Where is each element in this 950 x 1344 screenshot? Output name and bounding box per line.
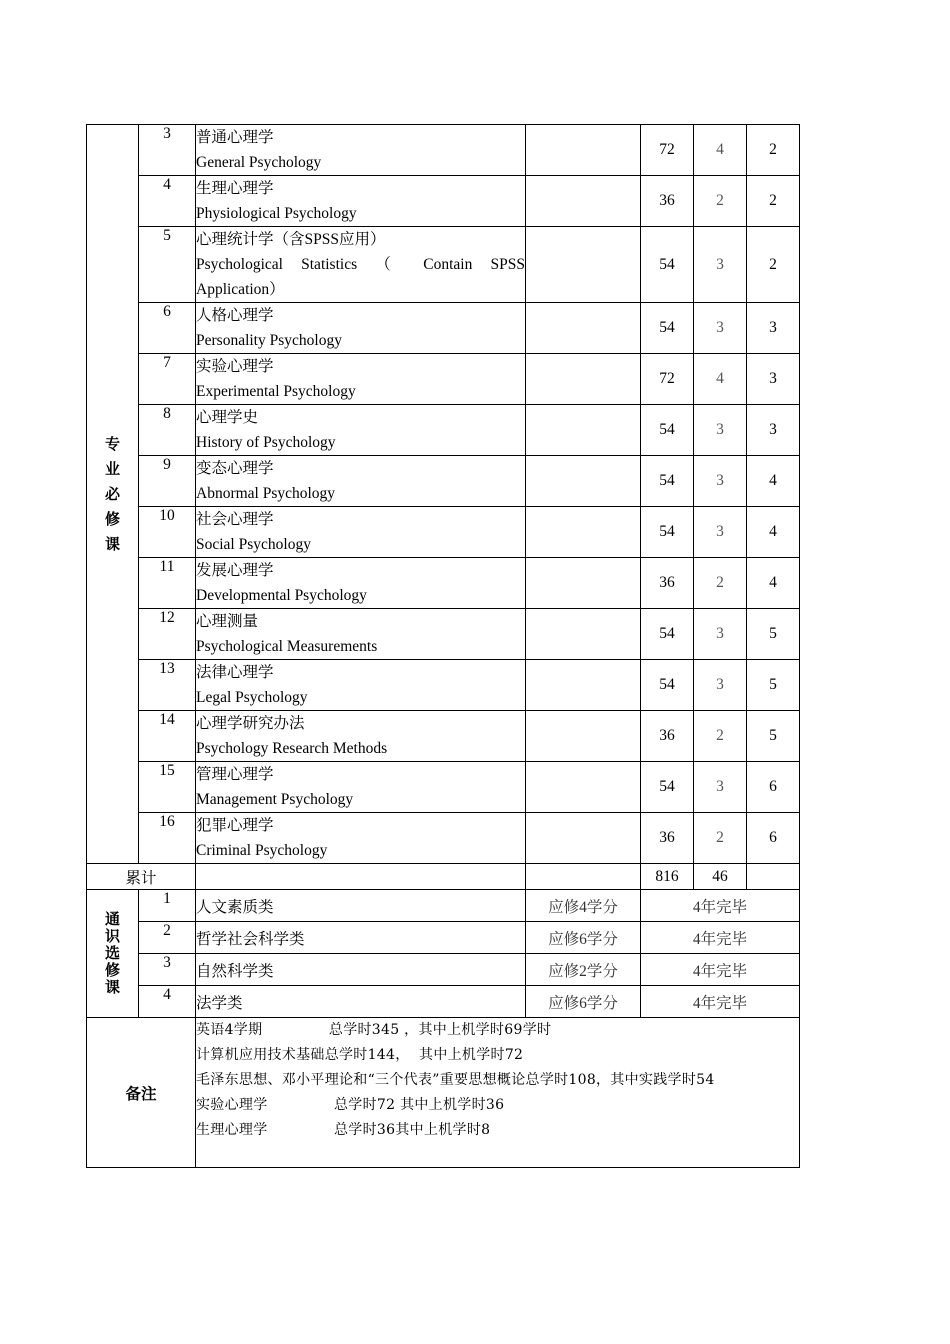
course-name-cell	[196, 227, 526, 303]
course-name-zh: 社会心理学	[196, 511, 274, 528]
course-row	[87, 125, 800, 176]
course-hours: 54	[641, 609, 694, 660]
course-name-en: Psychology Research Methods	[196, 740, 388, 757]
course-name-cell	[196, 609, 526, 660]
course-name-cell	[196, 303, 526, 354]
course-name-cell	[196, 762, 526, 813]
course-credits: 2	[694, 813, 747, 864]
course-semester: 5	[747, 609, 800, 660]
course-name-cell	[196, 176, 526, 227]
course-number: 15	[139, 762, 196, 813]
course-hours: 36	[641, 176, 694, 227]
category-char: 选	[104, 943, 120, 962]
category-char: 课	[104, 977, 120, 996]
course-name-en: Experimental Psychology	[196, 383, 356, 400]
elective-category-label	[87, 890, 139, 1018]
course-empty-cell	[526, 660, 641, 711]
course-semester: 2	[747, 176, 800, 227]
note-line: 毛泽东思想、邓小平理论和“三个代表”重要思想概论总学时108，其中实践学时54	[196, 1072, 715, 1088]
notes-content	[196, 1018, 800, 1168]
elective-requirement: 应修4学分	[526, 890, 641, 922]
course-credits: 2	[694, 711, 747, 762]
course-name-cell	[196, 660, 526, 711]
course-name-zh: 普通心理学	[196, 129, 274, 146]
notes-label: 备注	[87, 1018, 196, 1168]
total-row	[87, 864, 800, 890]
course-number: 5	[139, 227, 196, 303]
elective-row	[87, 922, 800, 954]
course-empty-cell	[526, 558, 641, 609]
course-name-cell	[196, 507, 526, 558]
course-semester: 2	[747, 227, 800, 303]
course-credits: 3	[694, 303, 747, 354]
course-hours: 54	[641, 762, 694, 813]
course-name-zh: 心理测量	[196, 613, 259, 630]
course-hours: 54	[641, 405, 694, 456]
course-number: 6	[139, 303, 196, 354]
course-name-zh: 生理心理学	[196, 180, 274, 197]
elective-requirement: 应修6学分	[526, 922, 641, 954]
course-name-zh: 心理统计学（含SPSS应用）	[196, 231, 386, 248]
course-hours: 36	[641, 711, 694, 762]
course-name-en: History of Psychology	[196, 434, 336, 451]
elective-requirement: 应修2学分	[526, 954, 641, 986]
curriculum-table	[86, 124, 800, 1168]
course-semester: 2	[747, 125, 800, 176]
total-label: 累计	[87, 864, 196, 890]
elective-completion: 4年完毕	[641, 986, 800, 1018]
course-semester: 6	[747, 813, 800, 864]
course-credits: 3	[694, 227, 747, 303]
required-category-text	[105, 432, 120, 557]
course-empty-cell	[526, 354, 641, 405]
course-semester: 4	[747, 558, 800, 609]
course-name-en: Developmental Psychology	[196, 587, 367, 604]
course-name-zh: 实验心理学	[196, 358, 274, 375]
category-char: 修	[104, 960, 120, 979]
category-char: 识	[104, 926, 120, 945]
course-name-en: General Psychology	[196, 154, 322, 171]
course-name-en: Social Psychology	[196, 536, 311, 553]
course-name-en: Psychological Measurements	[196, 638, 378, 655]
elective-name: 人文素质类	[196, 890, 526, 922]
course-credits: 3	[694, 456, 747, 507]
category-char: 课	[104, 534, 120, 553]
elective-requirement: 应修6学分	[526, 986, 641, 1018]
elective-completion: 4年完毕	[641, 890, 800, 922]
course-hours: 54	[641, 456, 694, 507]
course-name-zh: 发展心理学	[196, 562, 274, 579]
course-name-en: Personality Psychology	[196, 332, 342, 349]
course-hours: 36	[641, 558, 694, 609]
course-hours: 72	[641, 354, 694, 405]
course-semester: 3	[747, 405, 800, 456]
elective-number: 1	[139, 890, 196, 922]
elective-number: 2	[139, 922, 196, 954]
total-hours: 816	[641, 864, 694, 890]
course-row	[87, 303, 800, 354]
course-empty-cell	[526, 303, 641, 354]
course-name-cell	[196, 125, 526, 176]
course-credits: 3	[694, 762, 747, 813]
course-name-zh: 心理学史	[196, 409, 259, 426]
course-name-zh: 管理心理学	[196, 766, 274, 783]
course-number: 9	[139, 456, 196, 507]
category-char: 业	[104, 459, 120, 478]
course-name-zh: 人格心理学	[196, 307, 274, 324]
note-line: 计算机应用技术基础总学时144， 其中上机学时72	[196, 1047, 524, 1063]
course-empty-cell	[526, 507, 641, 558]
course-name-zh: 法律心理学	[196, 664, 274, 681]
course-semester: 3	[747, 354, 800, 405]
course-hours: 54	[641, 303, 694, 354]
course-hours: 54	[641, 507, 694, 558]
course-credits: 3	[694, 405, 747, 456]
course-empty-cell	[526, 813, 641, 864]
total-empty-cell	[747, 864, 800, 890]
course-row	[87, 354, 800, 405]
course-row	[87, 456, 800, 507]
course-name-zh: 犯罪心理学	[196, 817, 274, 834]
course-credits: 2	[694, 176, 747, 227]
course-credits: 2	[694, 558, 747, 609]
course-semester: 4	[747, 507, 800, 558]
elective-row	[87, 986, 800, 1018]
course-name-zh: 变态心理学	[196, 460, 274, 477]
course-number: 4	[139, 176, 196, 227]
course-number: 13	[139, 660, 196, 711]
course-empty-cell	[526, 176, 641, 227]
course-name-cell	[196, 558, 526, 609]
course-empty-cell	[526, 762, 641, 813]
course-row	[87, 507, 800, 558]
course-row	[87, 176, 800, 227]
course-row	[87, 227, 800, 303]
course-credits: 3	[694, 609, 747, 660]
note-line: 生理心理学 总学时36其中上机学时8	[196, 1122, 491, 1138]
elective-row	[87, 954, 800, 986]
course-row	[87, 660, 800, 711]
course-name-cell	[196, 813, 526, 864]
course-empty-cell	[526, 405, 641, 456]
course-row	[87, 813, 800, 864]
category-char: 专	[104, 434, 120, 453]
course-number: 11	[139, 558, 196, 609]
elective-name: 哲学社会科学类	[196, 922, 526, 954]
course-name-cell	[196, 405, 526, 456]
course-hours: 36	[641, 813, 694, 864]
course-credits: 3	[694, 507, 747, 558]
total-empty-cell	[196, 864, 526, 890]
elective-completion: 4年完毕	[641, 922, 800, 954]
course-credits: 3	[694, 660, 747, 711]
course-row	[87, 711, 800, 762]
course-name-cell	[196, 456, 526, 507]
course-hours: 54	[641, 660, 694, 711]
course-credits: 4	[694, 125, 747, 176]
course-number: 16	[139, 813, 196, 864]
course-name-cell	[196, 711, 526, 762]
course-empty-cell	[526, 711, 641, 762]
elective-row	[87, 890, 800, 922]
elective-name: 自然科学类	[196, 954, 526, 986]
course-name-en: Management Psychology	[196, 791, 354, 808]
note-line: 实验心理学 总学时72 其中上机学时36	[196, 1097, 505, 1113]
course-number: 8	[139, 405, 196, 456]
category-char: 通	[104, 909, 120, 928]
curriculum-table-body	[87, 125, 800, 1168]
course-row	[87, 558, 800, 609]
course-empty-cell	[526, 456, 641, 507]
course-number: 12	[139, 609, 196, 660]
course-semester: 5	[747, 711, 800, 762]
course-name-en: Criminal Psychology	[196, 842, 328, 859]
course-empty-cell	[526, 609, 641, 660]
category-char: 修	[104, 509, 120, 528]
course-number: 14	[139, 711, 196, 762]
course-name-cell	[196, 354, 526, 405]
course-semester: 6	[747, 762, 800, 813]
course-name-zh: 心理学研究办法	[196, 715, 305, 732]
total-empty-cell	[526, 864, 641, 890]
elective-number: 3	[139, 954, 196, 986]
category-char: 必	[104, 484, 120, 503]
required-category-label	[87, 125, 139, 864]
course-name-en: Psychological Statistics （ Contain SPSS Application）	[196, 256, 525, 298]
total-credits: 46	[694, 864, 747, 890]
course-semester: 4	[747, 456, 800, 507]
course-hours: 72	[641, 125, 694, 176]
course-row	[87, 609, 800, 660]
notes-row	[87, 1018, 800, 1168]
course-empty-cell	[526, 227, 641, 303]
elective-name: 法学类	[196, 986, 526, 1018]
course-number: 3	[139, 125, 196, 176]
course-name-en: Abnormal Psychology	[196, 485, 336, 502]
elective-category-text	[105, 911, 120, 996]
course-number: 7	[139, 354, 196, 405]
course-row	[87, 405, 800, 456]
course-name-en: Physiological Psychology	[196, 205, 357, 222]
course-name-en: Legal Psychology	[196, 689, 308, 706]
course-row	[87, 762, 800, 813]
course-semester: 5	[747, 660, 800, 711]
elective-number: 4	[139, 986, 196, 1018]
course-credits: 4	[694, 354, 747, 405]
note-line: 英语4学期 总学时345 ，其中上机学时69学时	[196, 1022, 552, 1038]
course-semester: 3	[747, 303, 800, 354]
course-hours: 54	[641, 227, 694, 303]
course-empty-cell	[526, 125, 641, 176]
course-number: 10	[139, 507, 196, 558]
elective-completion: 4年完毕	[641, 954, 800, 986]
